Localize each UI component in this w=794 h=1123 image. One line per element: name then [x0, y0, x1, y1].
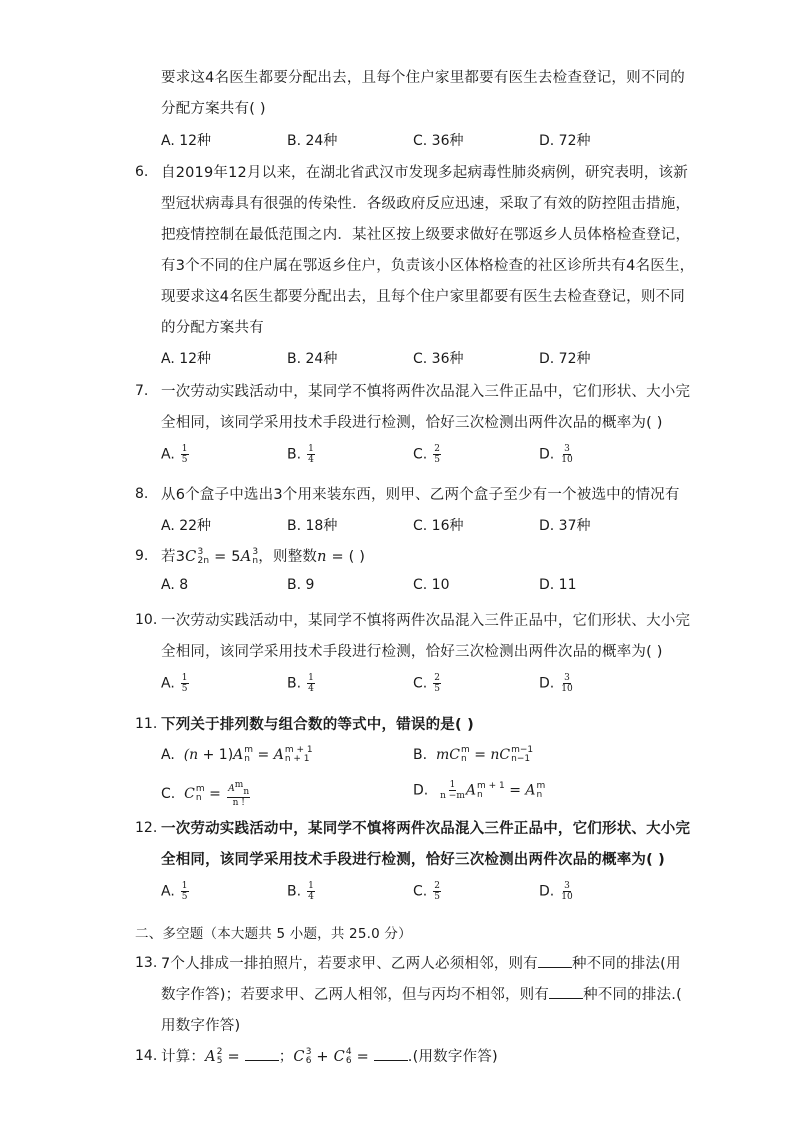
q10-option-b[interactable]: B. $\frac{1}{4}$: [287, 673, 314, 694]
q10-line-2: 全相同，该同学采用技术手段进行检测，恰好三次检测出两件次品的概率为( ): [161, 644, 663, 660]
q8-option-b[interactable]: B. 18种: [287, 518, 338, 534]
q13-line-1: 7个人排成一排拍照片，若要求甲、乙两人必须相邻，则有 种不同的排法(用: [161, 956, 681, 972]
q13-line-3: 用数字作答): [161, 1018, 241, 1034]
q11-option-c[interactable]: C. C m n = $\frac{A^m_n}{n !}$: [161, 780, 250, 808]
q7-option-b[interactable]: B. $\frac{1}{4}$: [287, 444, 314, 465]
q12-number: 12.: [135, 820, 158, 836]
q6-line-2: 型冠状病毒具有很强的传染性．各级政府反应迅速，采取了有效的防控阻击措施，: [161, 196, 691, 212]
q9-option-b[interactable]: B. 9: [287, 577, 315, 593]
section-2-title: 二、多空题（本大题共 5 小题，共 25.0 分）: [135, 926, 412, 942]
q11-number: 11.: [135, 716, 158, 732]
q12-option-c[interactable]: C. $\frac{2}{5}$: [413, 881, 440, 902]
q14-blank-2[interactable]: [374, 1048, 408, 1061]
q12-option-b[interactable]: B. $\frac{1}{4}$: [287, 881, 314, 902]
q8-line-1: 从6个盒子中选出3个用来装东西，则甲、乙两个盒子至少有一个被选中的情况有: [161, 487, 680, 503]
q12-line-1: 一次劳动实践活动中，某同学不慎将两件次品混入三件正品中，它们形状、大小完: [161, 821, 691, 837]
q13-blank-1[interactable]: [538, 955, 572, 968]
q5-line-1: 要求这4名医生都要分配出去，且每个住户家里都要有医生去检查登记，则不同的: [161, 70, 685, 86]
q9-option-d[interactable]: D. 11: [539, 577, 577, 593]
q10-option-a[interactable]: A. $\frac{1}{5}$: [161, 673, 188, 694]
q6-line-4: 有3个不同的住户属在鄂返乡住户，负责该小区体格检查的社区诊所共有4名医生，: [161, 258, 695, 274]
q12-line-2: 全相同，该同学采用技术手段进行检测，恰好三次检测出两件次品的概率为( ): [161, 852, 665, 868]
q5-option-c[interactable]: C. 36种: [413, 133, 464, 149]
q7-line-1: 一次劳动实践活动中，某同学不慎将两件次品混入三件正品中，它们形状、大小完: [161, 384, 691, 400]
q9-stem: 若3C 3 2n = 5A 3 n ，则整数n = ( ): [161, 547, 366, 566]
q11-option-b[interactable]: B. mC m n = nC m−1 n−1: [413, 745, 534, 764]
q7-option-d[interactable]: D. $\frac{3}{10}$: [539, 444, 573, 465]
q8-option-d[interactable]: D. 37种: [539, 518, 591, 534]
q7-option-c[interactable]: C. $\frac{2}{5}$: [413, 444, 440, 465]
q14-blank-1[interactable]: [245, 1048, 279, 1061]
q13-blank-2[interactable]: [549, 986, 583, 999]
q7-number: 7.: [135, 383, 149, 399]
q6-line-6: 的分配方案共有: [161, 320, 264, 336]
q10-line-1: 一次劳动实践活动中，某同学不慎将两件次品混入三件正品中，它们形状、大小完: [161, 613, 691, 629]
q5-option-a[interactable]: A. 12种: [161, 133, 212, 149]
q7-line-2: 全相同，该同学采用技术手段进行检测，恰好三次检测出两件次品的概率为( ): [161, 415, 663, 431]
q11-stem: 下列关于排列数与组合数的等式中，错误的是( ): [161, 717, 474, 733]
q13-line-2: 数字作答)；若要求甲、乙两人相邻，但与丙均不相邻，则有 种不同的排法.(: [161, 987, 682, 1003]
q6-line-5: 现要求这4名医生都要分配出去，且每个住户家里都要有医生去检查登记，则不同: [161, 289, 685, 305]
q10-number: 10.: [135, 612, 158, 628]
q14-stem: 计算：A 2 5 = ；C 3 6 + C 4 6 = .(用数字作答): [161, 1047, 498, 1066]
q8-number: 8.: [135, 486, 149, 502]
q9-number: 9.: [135, 548, 149, 564]
q6-line-3: 把疫情控制在最低范围之内．某社区按上级要求做好在鄂返乡人员体格检查登记，: [161, 227, 691, 243]
q10-option-c[interactable]: C. $\frac{2}{5}$: [413, 673, 440, 694]
q6-option-d[interactable]: D. 72种: [539, 351, 591, 367]
q6-line-1: 自2019年12月以来，在湖北省武汉市发现多起病毒性肺炎病例，研究表明，该新: [161, 165, 688, 181]
q6-option-a[interactable]: A. 12种: [161, 351, 212, 367]
q10-option-d[interactable]: D. $\frac{3}{10}$: [539, 673, 573, 694]
q5-option-d[interactable]: D. 72种: [539, 133, 591, 149]
q12-option-a[interactable]: A. $\frac{1}{5}$: [161, 881, 188, 902]
q6-option-c[interactable]: C. 36种: [413, 351, 464, 367]
q9-option-a[interactable]: A. 8: [161, 577, 189, 593]
q6-option-b[interactable]: B. 24种: [287, 351, 338, 367]
q6-number: 6.: [135, 164, 149, 180]
q8-option-c[interactable]: C. 16种: [413, 518, 464, 534]
q5-line-2: 分配方案共有( ): [161, 101, 266, 117]
q12-option-d[interactable]: D. $\frac{3}{10}$: [539, 881, 573, 902]
q11-option-d[interactable]: D. $\frac{1}{n -m}$ A m + 1 n = A m n: [413, 780, 546, 801]
q13-number: 13.: [135, 955, 158, 971]
q11-option-a[interactable]: A. (n + 1)A m n = A m + 1 n + 1: [161, 745, 313, 764]
q14-number: 14.: [135, 1048, 158, 1064]
q8-option-a[interactable]: A. 22种: [161, 518, 212, 534]
q7-option-a[interactable]: A. $\frac{1}{5}$: [161, 444, 188, 465]
q9-option-c[interactable]: C. 10: [413, 577, 450, 593]
q5-option-b[interactable]: B. 24种: [287, 133, 338, 149]
